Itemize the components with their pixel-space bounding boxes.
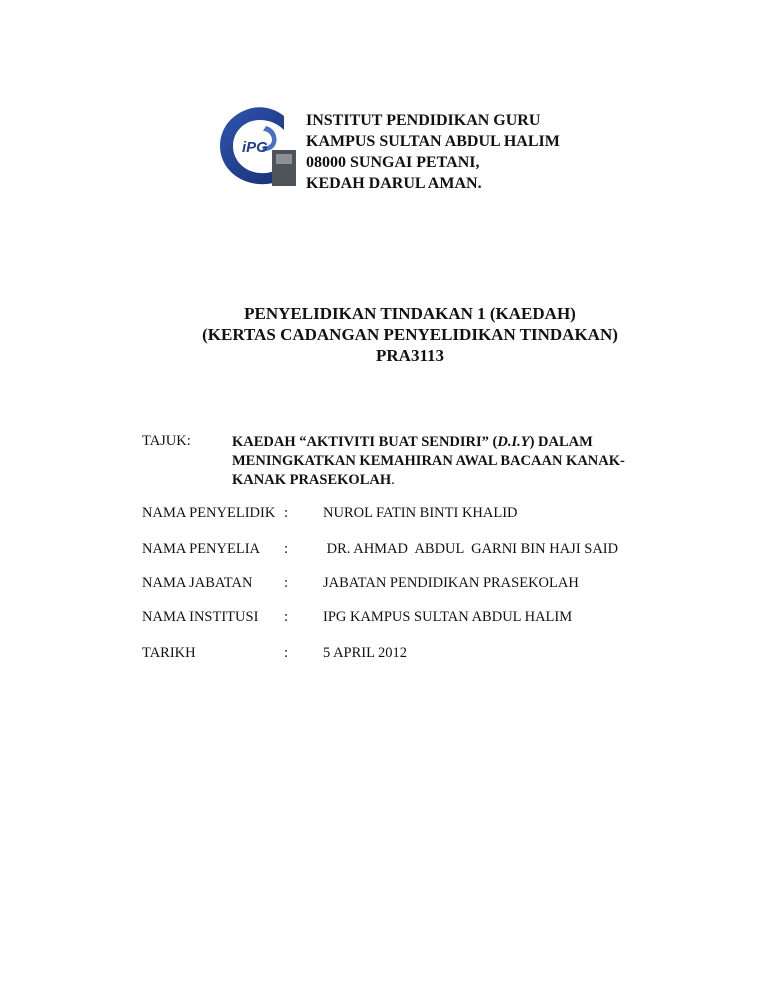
info-row-penyelidik bbox=[0, 505, 768, 525]
tajuk-line3-end: . bbox=[391, 472, 395, 488]
tajuk-line: MENINGKATKAN KEMAHIRAN AWAL BACAAN KANAK- bbox=[232, 453, 625, 469]
institution-line: INSTITUT PENDIDIKAN GURU bbox=[306, 112, 541, 129]
info-value: NUROL FATIN BINTI KHALID bbox=[323, 505, 518, 521]
info-value: DR. AHMAD ABDUL GARNI BIN HAJI SAID bbox=[323, 541, 619, 557]
subtitle-line: (KERTAS CADANGAN PENYELIDIKAN TINDAKAN) bbox=[202, 325, 618, 344]
tajuk-line1-italic: D.I.Y bbox=[497, 434, 530, 450]
institution-line: 08000 SUNGAI PETANI, bbox=[306, 154, 480, 171]
tajuk-text bbox=[232, 433, 625, 490]
info-label: NAMA JABATAN bbox=[142, 575, 253, 591]
info-label: NAMA PENYELIA bbox=[142, 541, 261, 557]
tajuk-line1-a: KAEDAH “AKTIVITI BUAT SENDIRI” ( bbox=[232, 434, 498, 450]
institution-line: KEDAH DARUL AMAN. bbox=[306, 175, 482, 192]
tajuk-line bbox=[232, 471, 625, 490]
info-colon: : bbox=[284, 575, 289, 591]
info-row-penyelia bbox=[0, 541, 768, 561]
tajuk-line1-b: ) DALAM bbox=[529, 434, 593, 450]
logo-text: iPG bbox=[242, 139, 268, 156]
tajuk-line3: KANAK PRASEKOLAH bbox=[232, 472, 392, 488]
info-value: 5 APRIL 2012 bbox=[323, 645, 408, 661]
institution-line: KAMPUS SULTAN ABDUL HALIM bbox=[306, 133, 560, 150]
info-label: NAMA INSTITUSI bbox=[142, 609, 259, 625]
info-colon: : bbox=[284, 645, 289, 661]
info-row-jabatan bbox=[0, 575, 768, 595]
info-label: NAMA PENYELIDIK bbox=[142, 505, 276, 521]
info-label: TARIKH bbox=[142, 645, 196, 661]
tajuk-label: TAJUK: bbox=[142, 433, 191, 449]
institution-address bbox=[306, 110, 560, 194]
info-colon: : bbox=[284, 541, 289, 557]
ipg-logo bbox=[218, 106, 298, 186]
info-row-institusi bbox=[0, 609, 768, 629]
course-code: PRA3113 bbox=[376, 346, 444, 365]
title-line: PENYELIDIKAN TINDAKAN 1 (KAEDAH) bbox=[244, 304, 576, 323]
document-title bbox=[0, 303, 768, 366]
info-colon: : bbox=[284, 505, 289, 521]
info-value: IPG KAMPUS SULTAN ABDUL HALIM bbox=[323, 609, 573, 625]
info-row-tarikh bbox=[0, 645, 768, 665]
info-value: JABATAN PENDIDIKAN PRASEKOLAH bbox=[323, 575, 579, 591]
tajuk-line bbox=[232, 433, 625, 452]
info-colon: : bbox=[284, 609, 289, 625]
